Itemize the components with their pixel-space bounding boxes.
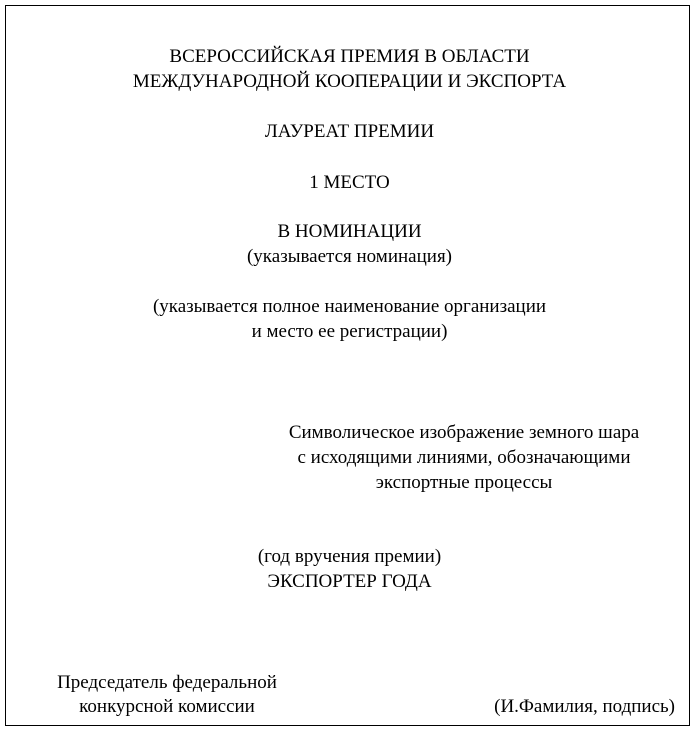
nomination-label: В НОМИНАЦИИ [277, 221, 422, 242]
organization-line-2: и место ее регистрации) [251, 321, 448, 342]
globe-description-line-2: с исходящими линиями, обозначающими [297, 447, 631, 468]
organization-line-1: (указывается полное наименование организации [152, 296, 547, 317]
laureate-heading: ЛАУРЕАТ ПРЕМИИ [264, 121, 435, 142]
title-line-1: ВСЕРОССИЙСКАЯ ПРЕМИЯ В ОБЛАСТИ [169, 46, 530, 67]
chair-title-line-2: конкурсной комиссии [79, 696, 255, 717]
chair-title-line-1: Председатель федеральной [57, 672, 277, 693]
award-year-note: (год вручения премии) [257, 546, 442, 567]
document-frame [5, 5, 690, 726]
exporter-of-year-title: ЭКСПОРТЕР ГОДА [267, 571, 432, 592]
nomination-note: (указывается номинация) [246, 246, 453, 267]
globe-description-line-1: Символическое изображение земного шара [288, 422, 640, 443]
title-line-2: МЕЖДУНАРОДНОЙ КООПЕРАЦИИ И ЭКСПОРТА [132, 71, 567, 92]
globe-description-line-3: экспортные процессы [375, 472, 553, 493]
name-signature-placeholder: (И.Фамилия, подпись) [494, 696, 675, 717]
place-heading: 1 МЕСТО [309, 172, 390, 193]
